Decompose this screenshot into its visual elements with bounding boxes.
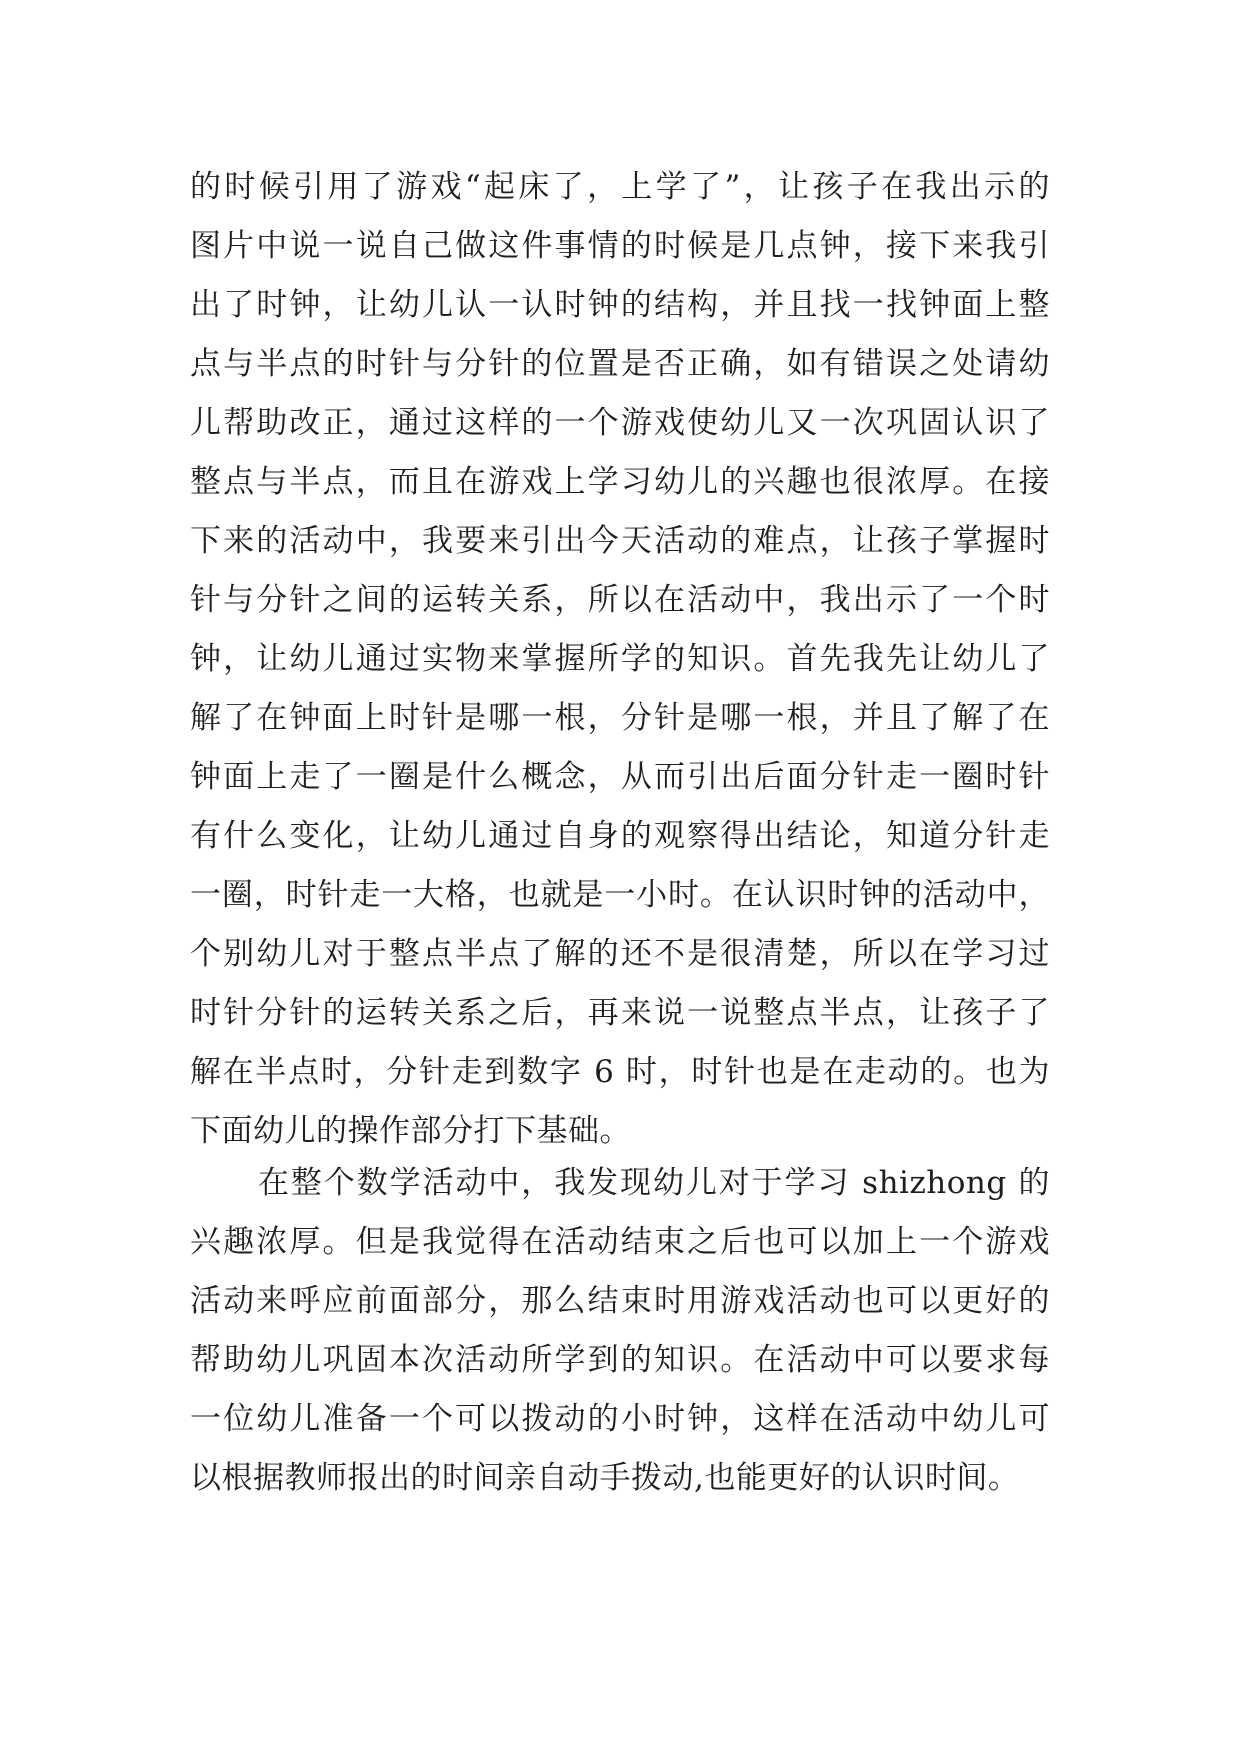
- text-line: 有什么变化，让幼儿通过自身的观察得出结论，知道分针走: [190, 818, 1050, 854]
- text-line: 钟面上走了一圈是什么概念，从而引出后面分针走一圈时针: [190, 759, 1050, 795]
- text-line: 图片中说一说自己做这件事情的时候是几点钟，接下来我引: [190, 228, 1050, 264]
- text-line: 下来的活动中，我要来引出今天活动的难点，让孩子掌握时: [190, 523, 1050, 559]
- text-line: 的时候引用了游戏“起床了，上学了”，让孩子在我出示的: [190, 169, 1050, 205]
- text-line: 下面幼儿的操作部分打下基础。: [190, 1113, 631, 1149]
- text-line: 在整个数学活动中，我发现幼儿对于学习 shizhong 的: [258, 1165, 1050, 1201]
- paragraph-2: [190, 1154, 1050, 1508]
- text-line: 个别幼儿对于整点半点了解的还不是很清楚，所以在学习过: [190, 936, 1050, 972]
- text-line: 解了在钟面上时针是哪一根，分针是哪一根，并且了解了在: [190, 700, 1050, 736]
- text-line: 兴趣浓厚。但是我觉得在活动结束之后也可以加上一个游戏: [190, 1224, 1050, 1260]
- text-line: 针与分针之间的运转关系，所以在活动中，我出示了一个时: [190, 582, 1050, 618]
- text-line: 出了时钟，让幼儿认一认时钟的结构，并且找一找钟面上整: [190, 287, 1050, 323]
- text-line: 钟，让幼儿通过实物来掌握所学的知识。首先我先让幼儿了: [190, 641, 1050, 677]
- text-line: 帮助幼儿巩固本次活动所学到的知识。在活动中可以要求每: [190, 1342, 1050, 1378]
- text-line: 一位幼儿准备一个可以拨动的小时钟，这样在活动中幼儿可: [190, 1401, 1050, 1437]
- paragraph-1: [190, 158, 1050, 1161]
- text-line: 以根据教师报出的时间亲自动手拨动,也能更好的认识时间。: [190, 1460, 1020, 1496]
- text-line: 一圈，时针走一大格，也就是一小时。在认识时钟的活动中，: [190, 877, 1050, 913]
- text-line: 点与半点的时针与分针的位置是否正确，如有错误之处请幼: [190, 346, 1050, 382]
- text-line: 活动来呼应前面部分，那么结束时用游戏活动也可以更好的: [190, 1283, 1050, 1319]
- text-line: 儿帮助改正，通过这样的一个游戏使幼儿又一次巩固认识了: [190, 405, 1050, 441]
- text-line: 整点与半点，而且在游戏上学习幼儿的兴趣也很浓厚。在接: [190, 464, 1050, 500]
- text-line: 解在半点时，分针走到数字 6 时，时针也是在走动的。也为: [190, 1054, 1050, 1090]
- text-line: 时针分针的运转关系之后，再来说一说整点半点，让孩子了: [190, 995, 1050, 1031]
